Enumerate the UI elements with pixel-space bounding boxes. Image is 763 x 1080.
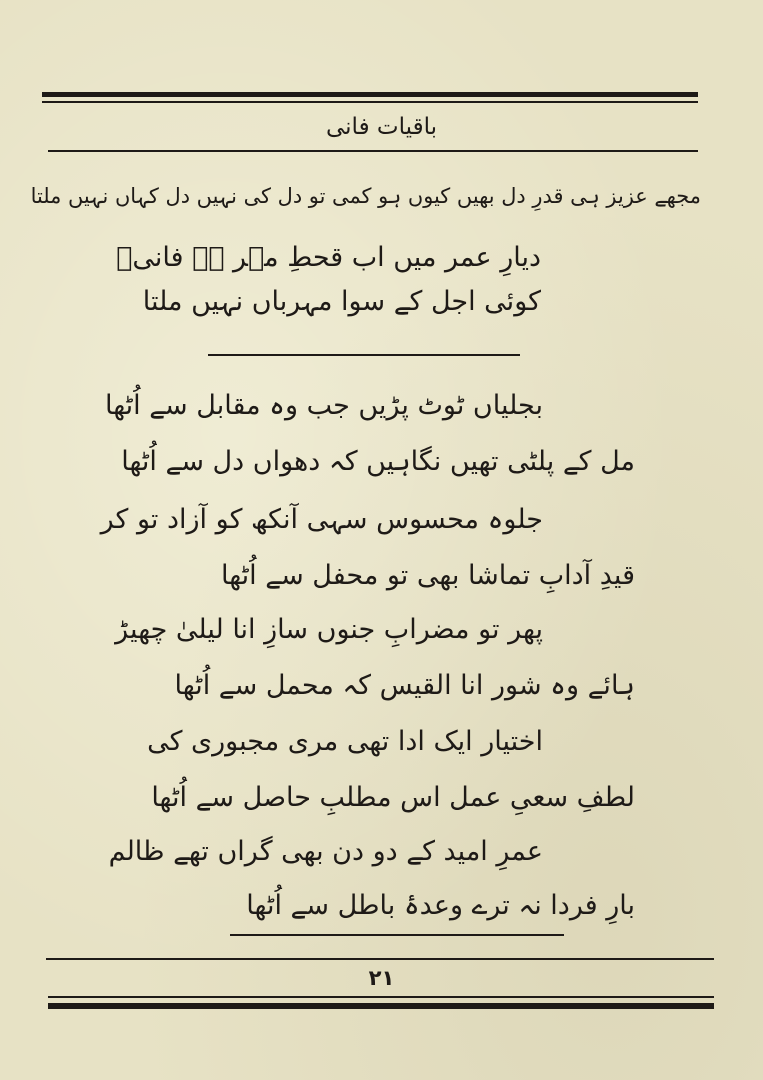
header-underline: [48, 150, 698, 152]
bottom-rule-thick: [48, 1003, 714, 1009]
top-rule-thick: [42, 92, 698, 97]
verse-line: کوئی اجل کے سوا مہرباں نہیں ملتا: [142, 286, 541, 317]
verse-line: جلوہ محسوس سہی آنکھ کو آزاد تو کر: [100, 504, 543, 535]
bottom-rule-thin: [48, 996, 714, 998]
verse-line: دیارِ عمر میں اب قحطِ مہر ہے فانیؔ: [116, 242, 541, 273]
verse-line: لطفِ سعیِ عمل اس مطلبِ حاصل سے اُٹھا: [151, 782, 635, 813]
verse-line: بارِ فردا نہ ترے وعدۂ باطل سے اُٹھا: [246, 890, 635, 921]
top-rule-thin: [42, 101, 698, 103]
verse-line: مجھے عزیز ہی قدرِ دل بھیں کیوں ہو کمی تو دل کی نہیں دل کہاں نہیں ملتا: [30, 184, 701, 208]
verse-line: پھر تو مضرابِ جنوں سازِ انا لیلیٰ چھیڑ: [115, 614, 543, 645]
footer-divider-short: [230, 934, 564, 936]
verse-line: ہائے وہ شور انا القیس کہ محمل سے اُٹھا: [174, 670, 635, 701]
verse-line: مل کے پلٹی تھیں نگاہیں کہ دھواں دل سے اُٹھا: [121, 446, 635, 477]
footer-rule: [46, 958, 714, 960]
verse-line: بجلیاں ٹوٹ پڑیں جب وہ مقابل سے اُٹھا: [104, 390, 543, 421]
page-number: ۲۱: [368, 965, 395, 990]
verse-line: قیدِ آدابِ تماشا بھی تو محفل سے اُٹھا: [220, 560, 635, 591]
verse-line: اختیار ایک ادا تھی مری مجبوری کی: [147, 726, 543, 757]
verse-line: عمرِ امید کے دو دن بھی گراں تھے ظالم: [108, 836, 543, 867]
running-header-title: باقیات فانی: [325, 114, 438, 140]
section-divider: [208, 354, 520, 356]
